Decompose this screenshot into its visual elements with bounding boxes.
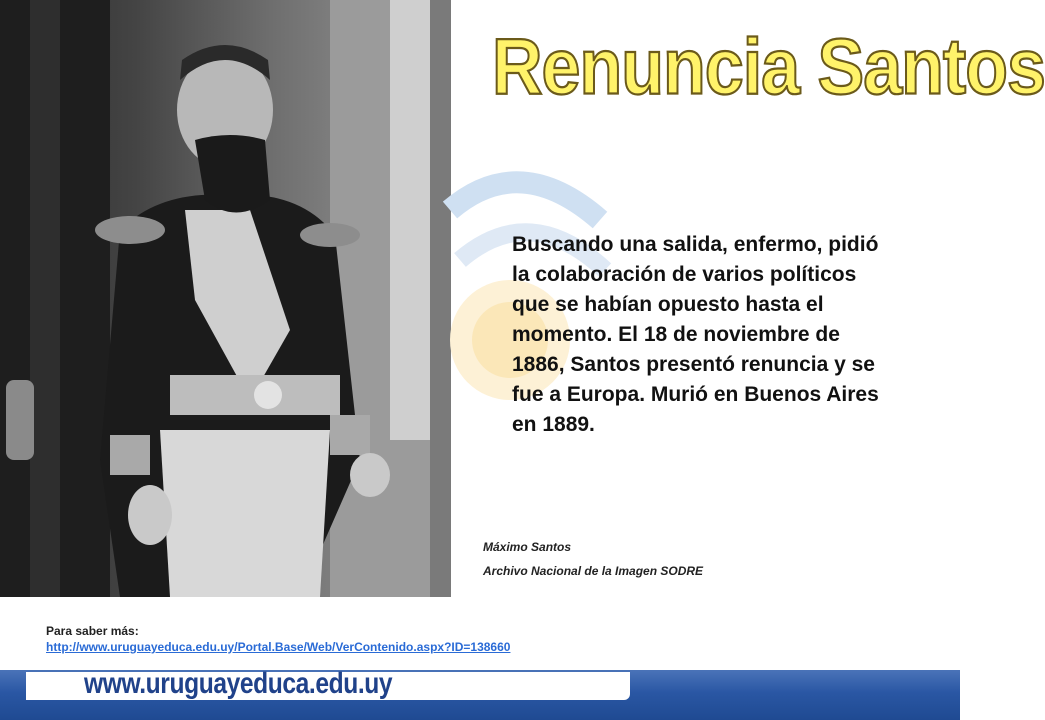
slide-title: Renuncia Santos [492,23,1045,111]
portrait-photo [0,0,451,597]
more-info-label: Para saber más: [46,624,139,638]
footer-logo-text: www.uruguayeduca.edu.uy [84,667,393,700]
more-info-link[interactable]: http://www.uruguayeduca.edu.uy/Portal.Base/Web/VerContenido.aspx?ID=138660 [46,640,511,654]
photo-caption-name: Máximo Santos [483,540,572,554]
photo-caption-source: Archivo Nacional de la Imagen SODRE [483,564,704,578]
body-paragraph: Buscando una salida, enfermo, pidió la colaboración de varios políticos que se habían opuesto hasta el momento. El 18 de noviembre de 1886, Santos presentó renuncia y se fue a Europa. Murió en Buenos Aires en 1889. [512,233,879,436]
portrait-illustration [0,0,451,597]
